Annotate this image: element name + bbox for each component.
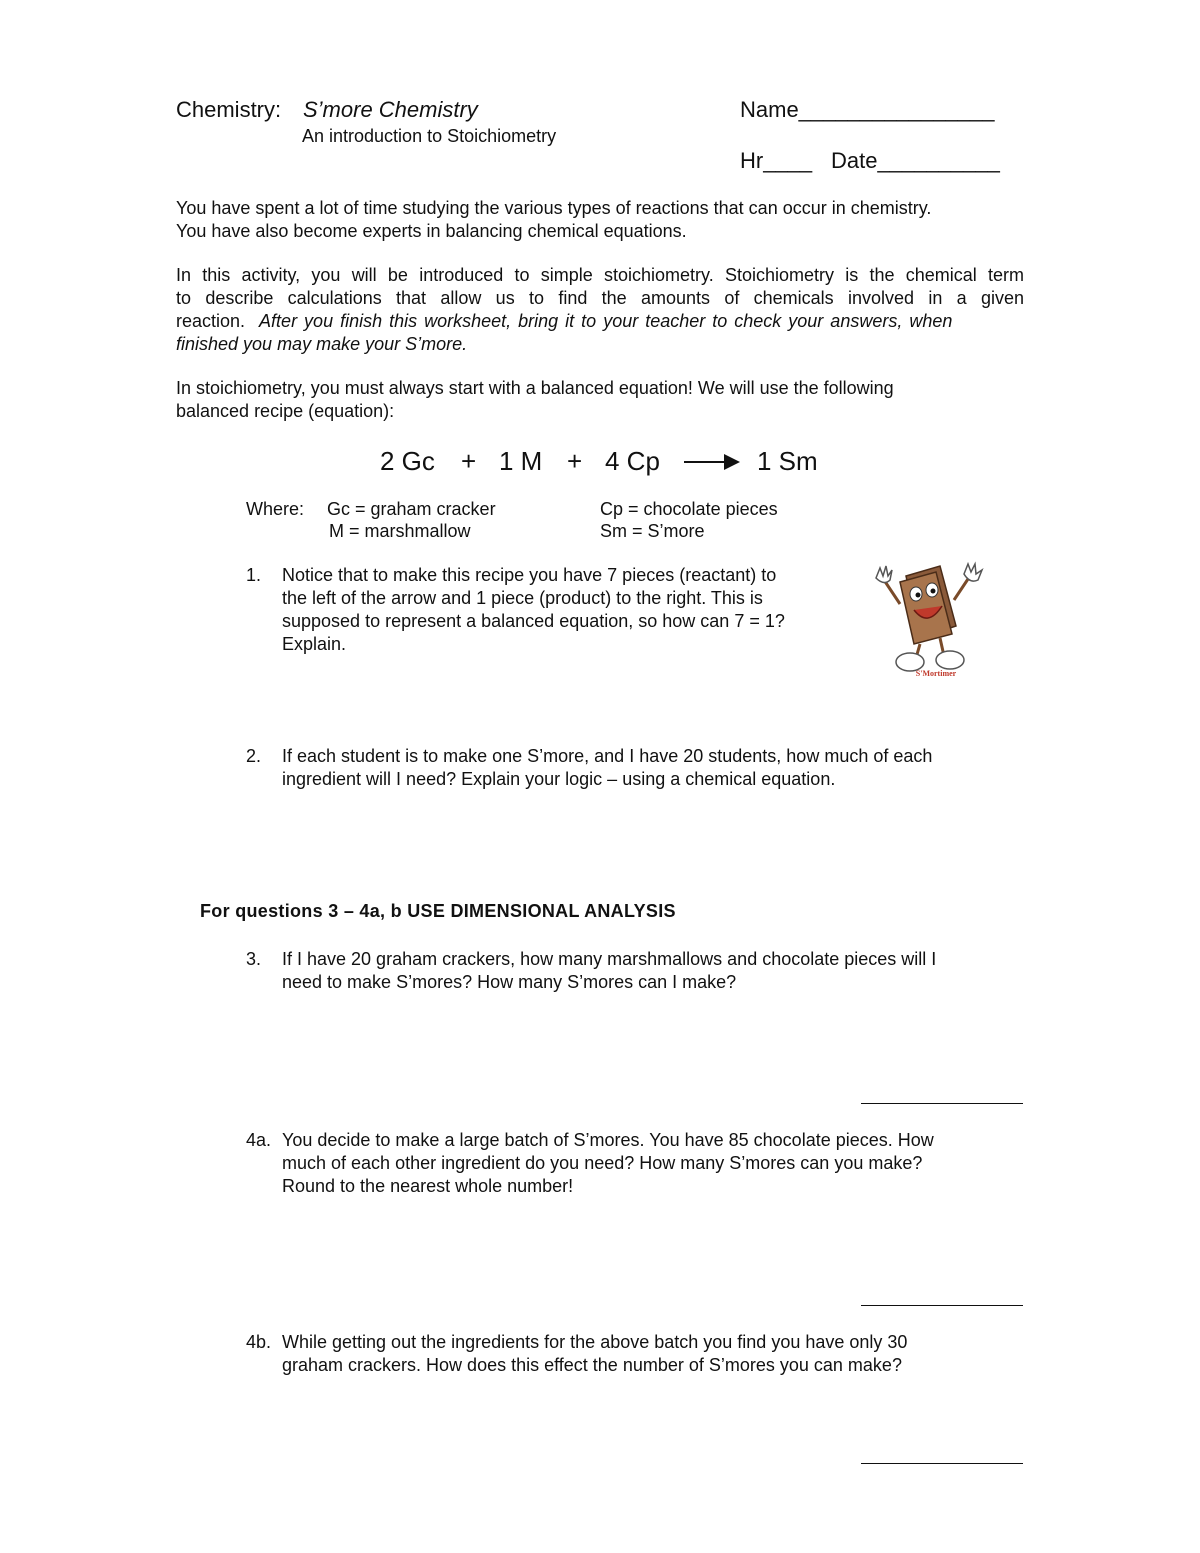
section-heading: For questions 3 – 4a, b USE DIMENSIONAL ANALYSIS xyxy=(200,901,676,921)
question-3 xyxy=(246,948,1046,996)
legend-where-label: Where: xyxy=(246,499,305,519)
name-field: Name________________ xyxy=(740,97,995,122)
eq-plus: + xyxy=(461,446,477,476)
intro-p2-line: In this activity, you will be introduced to simple stoichiometry. Stoichiometry is the chemical term xyxy=(176,265,1024,285)
question-line: supposed to represent a balanced equation, so how can 7 = 1? xyxy=(282,611,785,631)
intro-p3-line: In stoichiometry, you must always start with a balanced equation! We will use the following xyxy=(176,378,894,398)
question-line: Notice that to make this recipe you have 7 pieces (reactant) to xyxy=(282,565,777,585)
question-line: If I have 20 graham crackers, how many marshmallows and chocolate pieces will I xyxy=(282,949,937,969)
intro-p2-line: to describe calculations that allow us to find the amounts of chemicals involved in a given xyxy=(176,288,1024,308)
answer-line-q4b[interactable] xyxy=(861,1463,1023,1464)
question-4a xyxy=(246,1129,1046,1201)
legend-cp: Cp = chocolate pieces xyxy=(600,499,778,519)
question-line: graham crackers. How does this effect the number of S’mores you can make? xyxy=(282,1355,902,1375)
eq-plus: + xyxy=(567,446,583,476)
legend-m: M = marshmallow xyxy=(329,521,471,541)
intro-paragraph-2 xyxy=(176,264,1024,356)
question-line: the left of the arrow and 1 piece (product) to the right. This is xyxy=(282,588,763,608)
worksheet-title: S’more Chemistry xyxy=(303,97,478,122)
question-2 xyxy=(246,745,1046,793)
question-number: 4a. xyxy=(246,1130,272,1150)
question-line: If each student is to make one S’more, and I have 20 students, how much of each xyxy=(282,746,933,766)
date-field: Date__________ xyxy=(831,148,1000,173)
intro-p1-line: You have spent a lot of time studying the various types of reactions that can occur in chemistry. xyxy=(176,198,932,218)
intro-p2-italic: After you finish this worksheet, bring it to your teacher to check your answers, when xyxy=(259,311,953,331)
answer-line-q4a[interactable] xyxy=(861,1305,1023,1306)
question-line: much of each other ingredient do you need? How many S’mores can you make? xyxy=(282,1153,923,1173)
question-1 xyxy=(246,564,846,659)
eq-term-marshmallow: 1 M xyxy=(499,446,543,476)
hour-field: Hr____ xyxy=(740,148,813,173)
question-number: 1. xyxy=(246,565,262,585)
intro-p3-line: balanced recipe (equation): xyxy=(176,401,395,421)
intro-p2-italic-line: finished you may make your S’more. xyxy=(176,334,468,354)
intro-p1-line: You have also become experts in balancing chemical equations. xyxy=(176,221,687,241)
intro-paragraph-3 xyxy=(176,377,1024,423)
question-number: 2. xyxy=(246,746,262,766)
course-label: Chemistry: xyxy=(176,97,282,122)
question-line: Explain. xyxy=(282,634,347,654)
question-line: While getting out the ingredients for the above batch you find you have only 30 xyxy=(282,1332,908,1352)
answer-line-q3[interactable] xyxy=(861,1103,1023,1104)
intro-p2-plain: reaction. xyxy=(176,311,260,331)
eq-term-graham: 2 Gc xyxy=(380,446,435,476)
intro-paragraph-1 xyxy=(176,197,1024,243)
question-line: Round to the nearest whole number! xyxy=(282,1176,574,1196)
mascot-caption: S'Mortimer xyxy=(915,669,957,678)
eq-product-smore: 1 Sm xyxy=(757,446,818,476)
question-line: ingredient will I need? Explain your logic – using a chemical equation. xyxy=(282,769,836,789)
intro-p2-line xyxy=(176,310,1024,333)
legend-gc: Gc = graham cracker xyxy=(327,499,496,519)
question-line: You decide to make a large batch of S’mores. You have 85 chocolate pieces. How xyxy=(282,1130,934,1150)
question-line: need to make S’mores? How many S’mores can I make? xyxy=(282,972,737,992)
smore-mascot-image xyxy=(870,556,986,680)
question-number: 3. xyxy=(246,949,262,969)
question-4b xyxy=(246,1331,1046,1379)
worksheet-subtitle: An introduction to Stoichiometry xyxy=(302,126,557,146)
question-number: 4b. xyxy=(246,1332,272,1352)
eq-term-chocolate: 4 Cp xyxy=(605,446,660,476)
reaction-arrow-icon xyxy=(684,451,744,473)
legend-sm: Sm = S’more xyxy=(600,521,705,541)
